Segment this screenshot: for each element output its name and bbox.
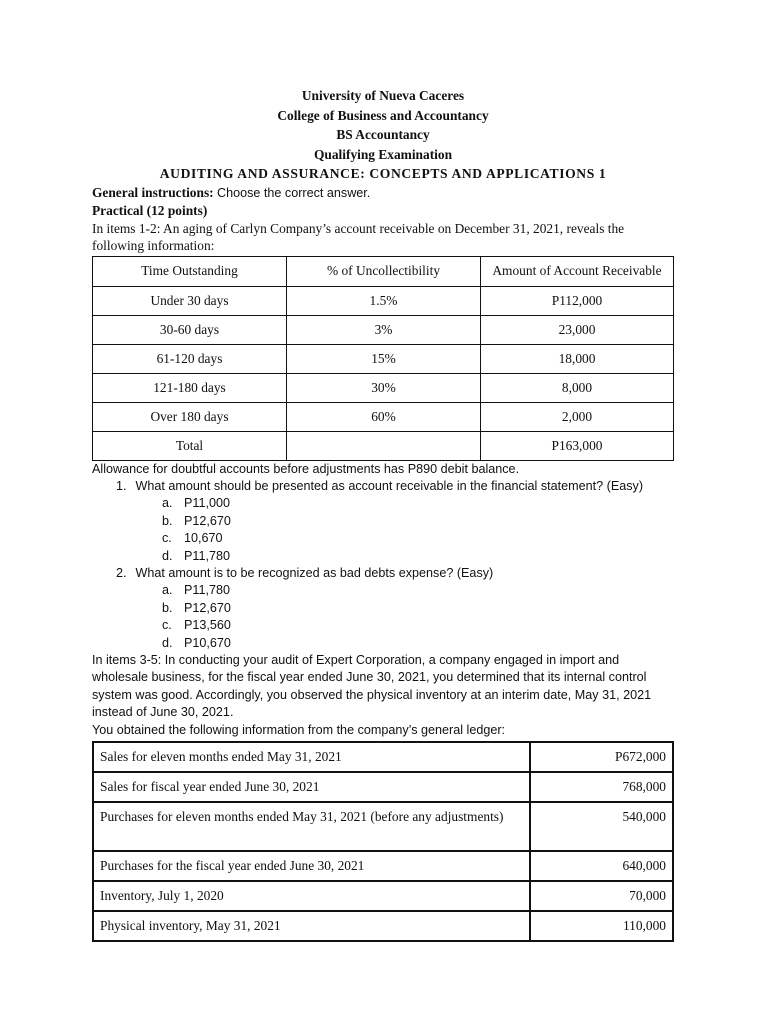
table-cell: 1.5% [287,286,481,315]
ledger-label: Sales for fiscal year ended June 30, 2021 [93,772,530,802]
ledger-label: Purchases for eleven months ended May 31, 2021 (before any adjustments) [93,802,530,851]
option-b[interactable] [162,600,674,617]
subject-title: AUDITING AND ASSURANCE: CONCEPTS AND APPLICATIONS 1 [159,166,607,182]
allowance-note: Allowance for doubtful accounts before adjustments has P890 debit balance. [92,461,520,476]
option-letter: b. [162,600,173,615]
option-text: P12,670 [184,600,231,615]
option-text: P11,780 [184,583,230,598]
ledger-amount: 110,000 [530,911,673,941]
table-row [93,802,673,851]
option-text: 10,670 [184,531,223,546]
option-text: P11,780 [184,548,230,563]
table-cell: 18,000 [481,344,674,373]
option-text: P10,670 [184,635,231,650]
ledger-intro: You obtained the following information from the company’s general ledger: [92,722,506,737]
table-cell: 23,000 [481,315,674,344]
option-a[interactable] [162,495,674,512]
ledger-label: Inventory, July 1, 2020 [93,881,530,911]
table-cell: 60% [287,402,481,431]
instructions-label: General instructions: [92,184,214,200]
table-cell: 8,000 [481,373,674,402]
table-cell: Total [93,431,287,460]
table-cell: 2,000 [481,402,674,431]
option-c[interactable] [162,617,674,634]
table-cell: 3% [287,315,481,344]
university-name: University of Nueva Caceres [301,88,465,103]
option-letter: a. [162,496,173,511]
table-row [93,851,673,881]
table-row [93,402,674,431]
question-number: 2. [116,566,127,581]
program-name: BS Accountancy [336,127,430,143]
table-row [93,344,674,373]
aging-header-cell: % of Uncollectibility [287,256,481,286]
option-d[interactable] [162,635,674,652]
question-stem [92,565,674,582]
intro-items-1-2: In items 1-2: An aging of Carlyn Company’s account receivable on December 31, 2021, reveals the following information: [92,220,625,254]
aging-table [92,256,674,461]
table-row [93,881,673,911]
ledger-label: Purchases for the fiscal year ended June 30, 2021 [93,851,530,881]
ledger-label: Physical inventory, May 31, 2021 [93,911,530,941]
exam-page [92,86,674,942]
table-row [93,286,674,315]
table-cell: 61-120 days [93,344,287,373]
practical-heading [92,202,674,219]
option-text: P12,670 [184,513,231,528]
ledger-amount: 640,000 [530,851,673,881]
option-letter: a. [162,583,173,598]
table-cell: Under 30 days [93,286,287,315]
table-cell: 121-180 days [93,373,287,402]
aging-header-cell: Time Outstanding [93,256,287,286]
aging-header-row [93,256,674,286]
exam-name: Qualifying Examination [313,146,453,162]
option-letter: c. [162,618,172,633]
ledger-table [92,741,674,942]
ledger-amount: 540,000 [530,802,673,851]
document-header [92,86,674,184]
college-name: College of Business and Accountancy [277,107,489,123]
question-2 [92,565,674,652]
option-d[interactable] [162,548,674,565]
intro-items-3-5: In items 3-5: In conducting your audit of Expert Corporation, a company engaged in import and wholesale business, for the fiscal year ended June 30, 2021, you determined that its internal control system was good. Accordingly, you observed the physical inventory at an interim date, May 31, 2021 instead of June 30, 2021. [92,653,652,720]
option-b[interactable] [162,513,674,530]
table-row-total [93,431,674,460]
ledger-amount: P672,000 [530,742,673,772]
table-cell: 15% [287,344,481,373]
option-a[interactable] [162,582,674,599]
table-cell: 30-60 days [93,315,287,344]
table-cell: Over 180 days [93,402,287,431]
ledger-label: Sales for eleven months ended May 31, 2021 [93,742,530,772]
option-letter: d. [162,635,173,650]
option-text: P11,000 [184,496,230,511]
table-cell: 30% [287,373,481,402]
table-row [93,772,673,802]
instructions-text: Choose the correct answer. [216,185,371,200]
question-1 [92,478,674,565]
option-c[interactable] [162,530,674,547]
table-row [93,315,674,344]
ledger-amount: 70,000 [530,881,673,911]
table-row [93,373,674,402]
ledger-amount: 768,000 [530,772,673,802]
question-stem [92,478,674,495]
practical-label: Practical (12 points) [92,203,208,219]
table-cell: P163,000 [481,431,674,460]
general-instructions [92,184,674,202]
option-letter: b. [162,513,173,528]
table-cell [287,431,481,460]
question-text: What amount should be presented as account receivable in the financial statement? (Easy) [135,479,644,493]
table-row [93,911,673,941]
question-text: What amount is to be recognized as bad debts expense? (Easy) [135,566,494,581]
table-row [93,742,673,772]
option-letter: d. [162,548,173,563]
option-text: P13,560 [184,618,231,633]
question-number: 1. [116,479,127,493]
option-letter: c. [162,531,172,546]
table-cell: P112,000 [481,286,674,315]
aging-header-cell: Amount of Account Receivable [481,256,674,286]
